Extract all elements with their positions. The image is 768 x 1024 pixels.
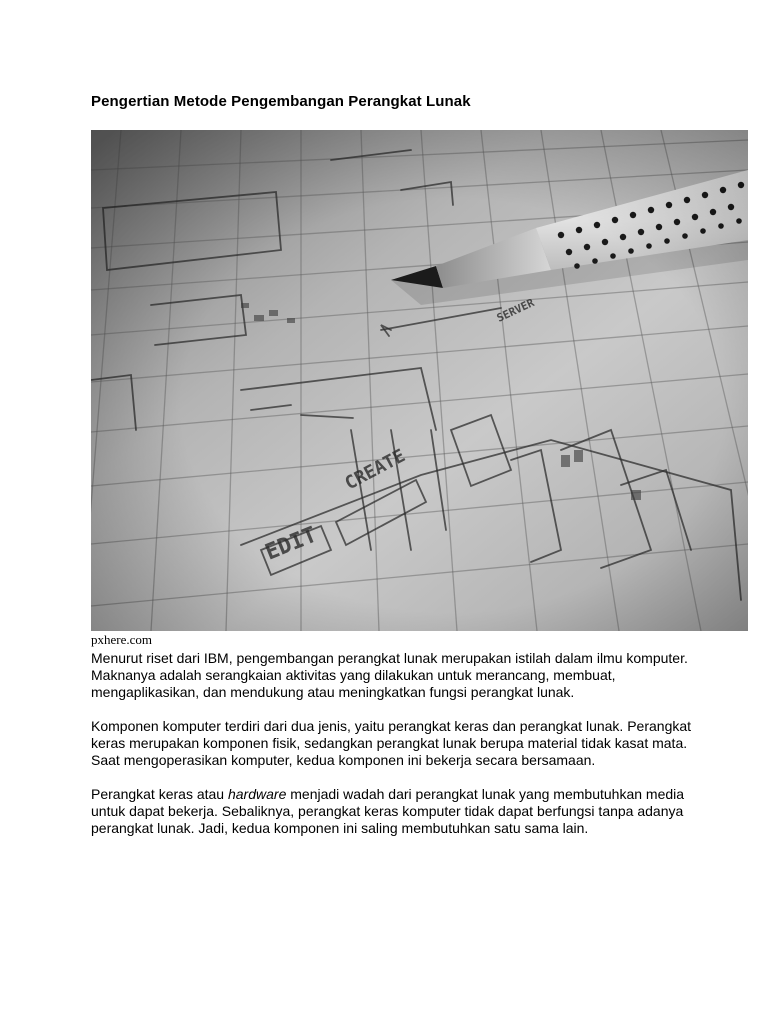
paragraph-2: Komponen komputer terdiri dari dua jenis, yaitu perangkat keras dan perangkat lunak. Perangkat keras merupakan komponen fisik, sedangkan perangkat lunak berupa material tidak kasat mata. Saat mengoperasikan komputer, kedua komponen ini bekerja secara bersamaan. bbox=[91, 718, 692, 768]
article-body bbox=[91, 650, 711, 854]
article-photo bbox=[91, 130, 748, 631]
paragraph-1: Menurut riset dari IBM, pengembangan perangkat lunak merupakan istilah dalam ilmu komputer. Maknanya adalah serangkaian aktivitas yang dilakukan untuk merancang, membuat, mengaplikasikan, dan mendukung atau meningkatkan fungsi perangkat lunak. bbox=[91, 650, 688, 700]
image-credit: pxhere.com bbox=[91, 632, 153, 647]
paragraph-3 bbox=[91, 786, 711, 837]
paragraph-3-end: menjadi wadah dari perangkat lunak yang membutuhkan media untuk dapat bekerja. Sebaliknya, perangkat keras komputer tidak dapat berfungsi tanpa adanya perangkat lunak. Jadi, kedua komponen ini saling membutuhkan satu sama lain. bbox=[91, 786, 685, 836]
paragraph-3-start: Perangkat keras atau bbox=[91, 786, 228, 802]
hardware-term: hardware bbox=[227, 786, 287, 802]
page-title: Pengertian Metode Pengembangan Perangkat Lunak bbox=[91, 93, 471, 110]
